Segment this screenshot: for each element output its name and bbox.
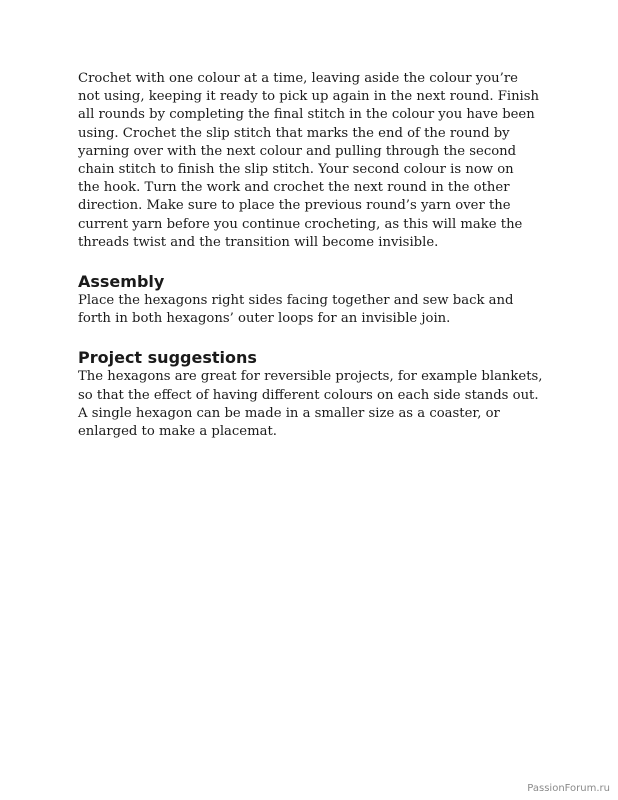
intro-line-3: all rounds by completing the final stitch in the colour you have been bbox=[78, 107, 535, 123]
project-line-4: enlarged to make a placemat. bbox=[78, 424, 277, 440]
intro-line-7: the hook. Turn the work and crochet the next round in the other bbox=[78, 180, 510, 196]
project-suggestions-paragraph bbox=[78, 368, 548, 441]
intro-line-6: chain stitch to finish the slip stitch. Your second colour is now on bbox=[78, 162, 514, 178]
intro-line-8: direction. Make sure to place the previous round’s yarn over the bbox=[78, 198, 511, 214]
project-line-2: so that the effect of having different colours on each side stands out. bbox=[78, 387, 539, 403]
assembly-paragraph bbox=[78, 292, 548, 328]
intro-paragraph bbox=[78, 70, 548, 252]
intro-line-1: Crochet with one colour at a time, leaving aside the colour you’re bbox=[78, 71, 518, 86]
intro-line-2: not using, keeping it ready to pick up again in the next round. Finish bbox=[78, 89, 540, 105]
project-suggestions-heading: Project suggestions bbox=[78, 348, 257, 368]
assembly-line-1: Place the hexagons right sides facing together and sew back and bbox=[78, 293, 514, 309]
project-line-1: The hexagons are great for reversible projects, for example blankets, bbox=[78, 369, 543, 385]
page-content bbox=[78, 70, 548, 441]
watermark: PassionForum.ru bbox=[527, 783, 610, 794]
intro-line-10: threads twist and the transition will become invisible. bbox=[78, 234, 439, 250]
assembly-line-2: forth in both hexagons’ outer loops for an invisible join. bbox=[78, 311, 451, 327]
assembly-heading: Assembly bbox=[78, 272, 165, 292]
project-line-3: A single hexagon can be made in a smaller size as a coaster, or bbox=[78, 405, 500, 421]
intro-line-9: current yarn before you continue crocheting, as this will make the bbox=[78, 216, 523, 232]
intro-line-5: yarning over with the next colour and pulling through the second bbox=[78, 143, 517, 159]
intro-line-4: using. Crochet the slip stitch that marks the end of the round by bbox=[78, 125, 510, 141]
